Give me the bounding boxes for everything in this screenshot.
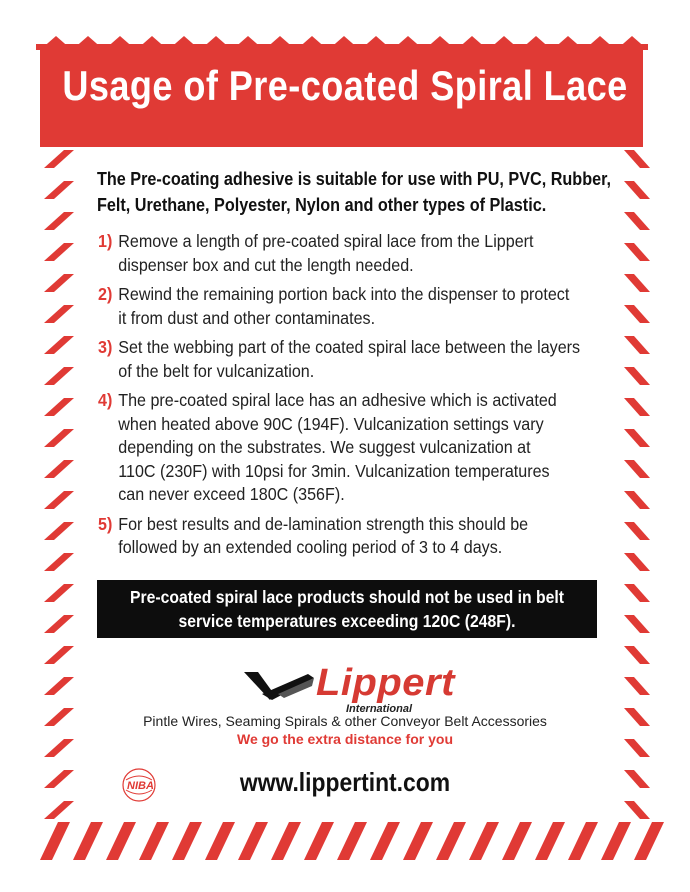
hazard-stripe bbox=[172, 822, 202, 860]
hazard-stripe bbox=[634, 822, 664, 860]
hazard-stripe bbox=[44, 274, 74, 292]
step-line: The pre-coated spiral lace has an adhesive which is activated bbox=[118, 390, 557, 410]
intro-text bbox=[97, 166, 612, 218]
hazard-stripe bbox=[624, 398, 650, 416]
hazard-stripe bbox=[424, 36, 456, 50]
hazard-stripe bbox=[44, 553, 74, 571]
step-1 bbox=[98, 230, 576, 277]
hazard-stripe bbox=[44, 367, 74, 385]
hazard-stripe bbox=[44, 522, 74, 540]
hazard-stripe bbox=[469, 822, 499, 860]
step-number: 3) bbox=[98, 337, 113, 357]
hazard-stripe bbox=[624, 367, 650, 385]
warning-line: service temperatures exceeding 120C (248F). bbox=[178, 611, 516, 631]
hazard-stripe bbox=[44, 615, 74, 633]
step-2 bbox=[98, 283, 576, 330]
step-line: depending on the substrates. We suggest vulcanization at bbox=[118, 437, 531, 457]
hazard-stripe bbox=[44, 460, 74, 478]
hazard-stripe bbox=[104, 36, 136, 50]
lippert-logo-text: Lippert bbox=[316, 662, 455, 704]
hazard-stripe bbox=[73, 822, 103, 860]
hazard-stripe bbox=[72, 36, 104, 50]
step-line: of the belt for vulcanization. bbox=[118, 360, 315, 381]
hazard-stripe bbox=[44, 305, 74, 323]
lippert-logo-subtitle: International bbox=[346, 703, 413, 715]
hazard-stripe bbox=[624, 460, 650, 478]
intro-line: Felt, Urethane, Polyester, Nylon and other types of Plastic. bbox=[97, 195, 547, 215]
step-line: 110C (230F) with 10psi for 3min. Vulcanization temperatures bbox=[118, 460, 550, 481]
hazard-stripe bbox=[44, 429, 74, 447]
hazard-stripe bbox=[44, 212, 74, 230]
step-line: it from dust and other contaminates. bbox=[118, 307, 376, 328]
step-number: 4) bbox=[98, 390, 113, 410]
hazard-stripe bbox=[296, 36, 328, 50]
hazard-stripe bbox=[370, 822, 400, 860]
hazard-stripe bbox=[502, 822, 532, 860]
hazard-stripe bbox=[624, 801, 650, 819]
intro-line: The Pre-coating adhesive is suitable for use with PU, PVC, Rubber, bbox=[97, 169, 612, 189]
hazard-stripe bbox=[601, 822, 631, 860]
warning-line: Pre-coated spiral lace products should not be used in belt bbox=[129, 587, 565, 607]
tagline: Pintle Wires, Seaming Spirals & other Conveyor Belt Accessories bbox=[143, 713, 547, 729]
hazard-stripe bbox=[624, 429, 650, 447]
hazard-stripe bbox=[456, 36, 488, 50]
hazard-stripe bbox=[624, 646, 650, 664]
slogan: We go the extra distance for you bbox=[236, 731, 453, 747]
hazard-stripe bbox=[44, 801, 74, 819]
hazard-stripe bbox=[44, 646, 74, 664]
hazard-stripe bbox=[624, 522, 650, 540]
page-title: Usage of Pre-coated Spiral Lace bbox=[62, 62, 628, 109]
hazard-stripe bbox=[44, 584, 74, 602]
hazard-stripe bbox=[624, 212, 650, 230]
hazard-stripe bbox=[232, 36, 264, 50]
hazard-stripe bbox=[392, 36, 424, 50]
step-line: For best results and de-lamination strength this should be bbox=[118, 513, 529, 534]
hazard-stripe bbox=[436, 822, 466, 860]
hazard-stripe bbox=[552, 36, 584, 50]
hazard-stripe bbox=[44, 181, 74, 199]
step-3 bbox=[98, 336, 581, 383]
warning-box bbox=[97, 580, 597, 638]
hazard-stripe bbox=[624, 305, 650, 323]
hazard-stripe bbox=[44, 491, 74, 509]
hazard-stripe bbox=[624, 181, 650, 199]
hazard-stripe bbox=[624, 615, 650, 633]
website-url[interactable]: www.lippertint.com bbox=[239, 767, 451, 797]
step-number: 1) bbox=[98, 231, 113, 251]
step-4 bbox=[98, 389, 576, 507]
hazard-stripe bbox=[44, 677, 74, 695]
step-line: Set the webbing part of the coated spiral lace between the layers bbox=[118, 337, 581, 357]
hazard-stripe bbox=[535, 822, 565, 860]
hazard-stripe bbox=[337, 822, 367, 860]
hazard-stripe bbox=[304, 822, 334, 860]
hazard-stripe bbox=[624, 274, 650, 292]
step-number: 5) bbox=[98, 513, 113, 534]
niba-badge-text: NIBA bbox=[127, 780, 154, 792]
step-line: Remove a length of pre-coated spiral lace from the Lippert bbox=[118, 231, 534, 251]
hazard-stripe bbox=[624, 491, 650, 509]
hazard-stripe bbox=[488, 36, 520, 50]
step-number: 2) bbox=[98, 284, 113, 304]
step-line: dispenser box and cut the length needed. bbox=[118, 254, 414, 275]
hazard-stripe bbox=[238, 822, 268, 860]
hazard-stripe bbox=[360, 36, 392, 50]
hazard-stripe bbox=[624, 584, 650, 602]
hazard-stripe bbox=[271, 822, 301, 860]
step-line: Rewind the remaining portion back into the dispenser to protect bbox=[118, 284, 570, 304]
hazard-stripe bbox=[44, 336, 74, 354]
hazard-stripe bbox=[264, 36, 296, 50]
hazard-stripe bbox=[200, 36, 232, 50]
hazard-stripe bbox=[44, 243, 74, 261]
steps-list bbox=[98, 230, 618, 566]
hazard-stripe bbox=[624, 243, 650, 261]
hazard-stripe bbox=[568, 822, 598, 860]
hazard-stripe bbox=[624, 336, 650, 354]
hazard-stripe bbox=[616, 36, 648, 50]
step-line: followed by an extended cooling period of 3 to 4 days. bbox=[118, 537, 503, 557]
step-5 bbox=[98, 513, 576, 560]
hazard-stripe bbox=[624, 677, 650, 695]
hazard-stripe bbox=[205, 822, 235, 860]
hazard-stripe bbox=[624, 553, 650, 571]
hazard-stripe bbox=[136, 36, 168, 50]
hazard-stripe bbox=[624, 150, 650, 168]
hazard-stripe bbox=[44, 150, 74, 168]
hazard-stripe bbox=[40, 822, 70, 860]
hazard-stripe bbox=[403, 822, 433, 860]
hazard-stripe bbox=[139, 822, 169, 860]
hazard-stripe bbox=[520, 36, 552, 50]
step-line: can never exceed 180C (356F). bbox=[118, 484, 345, 504]
hazard-stripe bbox=[328, 36, 360, 50]
hazard-stripe bbox=[168, 36, 200, 50]
hazard-stripe bbox=[106, 822, 136, 860]
hazard-stripe bbox=[44, 398, 74, 416]
hazard-stripe bbox=[584, 36, 616, 50]
step-line: when heated above 90C (194F). Vulcanization settings vary bbox=[118, 413, 544, 434]
hazard-stripe bbox=[40, 36, 72, 50]
